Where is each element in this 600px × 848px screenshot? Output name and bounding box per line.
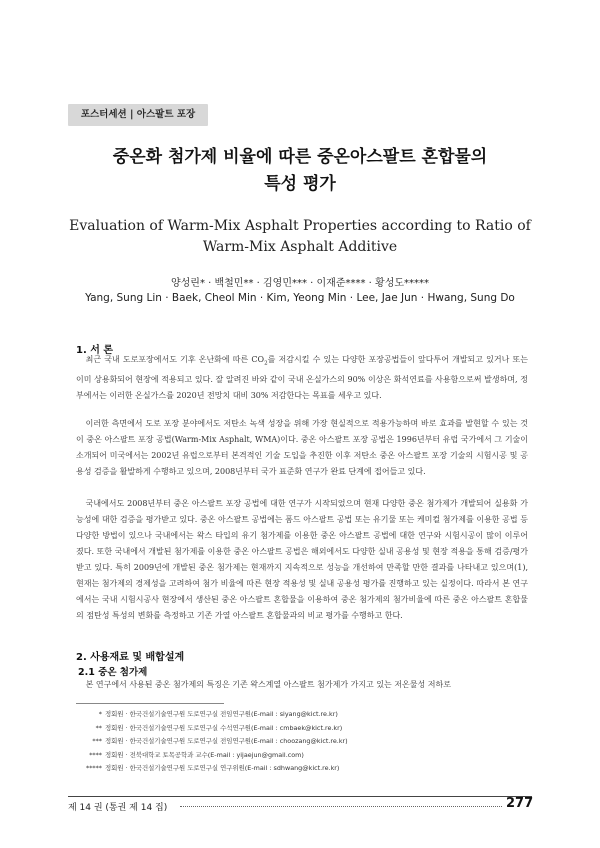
- footnote-1: * 정회원 · 한국건설기술연구원 도로연구실 전임연구원(E-mail : siyang@kict.re.kr): [98, 710, 338, 718]
- title-korean-line-1: 중온화 첨가제 비율에 따른 중온아스팔트 혼합물의: [112, 147, 488, 167]
- footnotes: [76, 708, 528, 776]
- materials-paragraph-1: 본 연구에서 사용된 중온 첨가제의 특징은 기존 왁스계열 아스팔트 첨가제가 가지고 있는 저온물성 저하로: [85, 680, 451, 689]
- footnote-divider: [76, 703, 224, 704]
- title-english: [0, 216, 600, 258]
- intro-p1-sub: 2: [264, 360, 268, 367]
- intro-paragraph-1: [76, 352, 528, 404]
- authors-korean: 양성린* · 백철민** · 김영민*** · 이재준**** · 황성도*****: [170, 278, 430, 289]
- footnote-4: **** 정회원 · 전북대학교 토목공학과 교수(E-mail : yijaejun@gmail.com): [89, 750, 304, 759]
- title-korean-line-2: 특성 평가: [264, 174, 336, 194]
- title-korean: [0, 144, 600, 198]
- intro-p1-a: 최근 국내 도로포장에서도 기후 온난화에 따른 CO: [85, 355, 265, 364]
- footnote-2: ** 정회원 · 한국건설기술연구원 도로연구실 수석연구원(E-mail : cmbaek@kict.re.kr): [95, 723, 343, 732]
- footer-divider: [68, 796, 532, 797]
- title-english-line-2: Warm-Mix Asphalt Additive: [202, 239, 398, 255]
- footnote-5: ***** 정회원 · 한국건설기술연구원 도로연구실 연구위원(E-mail : sdhwang@kict.re.kr): [86, 764, 340, 772]
- title-english-line-1: Evaluation of Warm-Mix Asphalt Properties according to Ratio of: [69, 218, 531, 234]
- intro-paragraph-3: 국내에서도 2008년부터 중온 아스팔트 포장 공법에 대한 연구가 시작되었으며 현재 다양한 중온 첨가제가 개발되어 실용화 가능성에 대한 검증을 평가받고 있다. 중온 아스팔트 공법에는 폼드 아스팔트 공법 또는 유기물 또는 케미컬 첨가제를 이용한 공법 등 다양한 방법이 있으나 국내에서는 왁스 타입의 유기 첨가제를 이용한 중온 아스팔트 공법에 대한 연구와 시험시공이 많이 이루어 졌다. 또한 국내에서 개발된 첨가제를 이용한 중온 아스팔트 공법은 해외에서도 다양한 실내 공용성 및 현장 적용을 통해 검증/평가 받고 있다. 특히 2009년에 개발된 중온 첨가제는 현재까지 지속적으로 성능을 개선하여 만족할 만한 결과를 나타내고 있으며(1), 현재는 첨가제의 경제성을 고려하여 첨가 비율에 따른 현장 적용성 및 실내 공용성 평가를 진행하고 있는 실정이다. 따라서 본 연구에서는 국내 시험시공사 현장에서 생산된 중온 아스팔트 혼합물을 이용하여 중온 첨가제의 첨가비율에 따른 중온 아스팔트 혼합물의 점탄성 특성의 변화를 측정하고 기존 가열 아스팔트 혼합물과의 비교 평가를 수행하고 한다.: [76, 499, 528, 620]
- authors-english: Yang, Sung Lin · Baek, Cheol Min · Kim, Yeong Min · Lee, Jae Jun · Hwang, Sung Do: [85, 292, 515, 304]
- additive-subheading: 2.1 중온 첨가제: [78, 667, 148, 678]
- intro-p1-b: 를 저감시킬 수 있는 다양한 포장공법들이 앞다투어 개발되고 있거나 또는 이미 상용화되어 현장에 적용되고 있다. 잘 알려진 바와 같이 국내 온실가스의 90% 이상은 화석연료를 사용함으로써 발생하며, 정부에서는 이러한 온실가스를 2020년 전망치 대비 30% 저감한다는 목표를 세우고 있다.: [76, 355, 528, 400]
- footnote-3: *** 정회원 · 한국건설기술연구원 도로연구실 전임연구원(E-mail : choozang@kict.re.kr): [92, 737, 348, 745]
- section-tag: 포스터세션 | 아스팔트 포장: [68, 104, 208, 126]
- footer-volume: 제 14 권 (통권 제 14 집): [68, 803, 168, 813]
- page-number: 277: [506, 796, 534, 811]
- footer-dotted-leader: [180, 806, 502, 807]
- intro-paragraph-2: 이러한 측면에서 도로 포장 분야에서도 저탄소 녹색 성장을 위해 가장 현실적으로 적용가능하며 바로 효과를 발현할 수 있는 것이 중온 아스팔트 포장 공법(Warm-Mix Asphalt, WMA)이다. 중온 아스팔트 포장 공법은 1996년부터 유럽 국가에서 그 기술이 소개되어 미국에서는 2002년 유럽으로부터 본격적인 기술 도입을 추진한 이후 저탄소 중온 아스팔트 포장 기술의 시험시공 및 공용성 검증을 활발하게 수행하고 있으며, 2008년부터 국가 표준화 연구가 완료 단계에 접어들고 있다.: [76, 419, 528, 476]
- intro-heading: 1. 서 론: [76, 345, 114, 356]
- materials-heading: 2. 사용재료 및 배합설계: [76, 652, 185, 663]
